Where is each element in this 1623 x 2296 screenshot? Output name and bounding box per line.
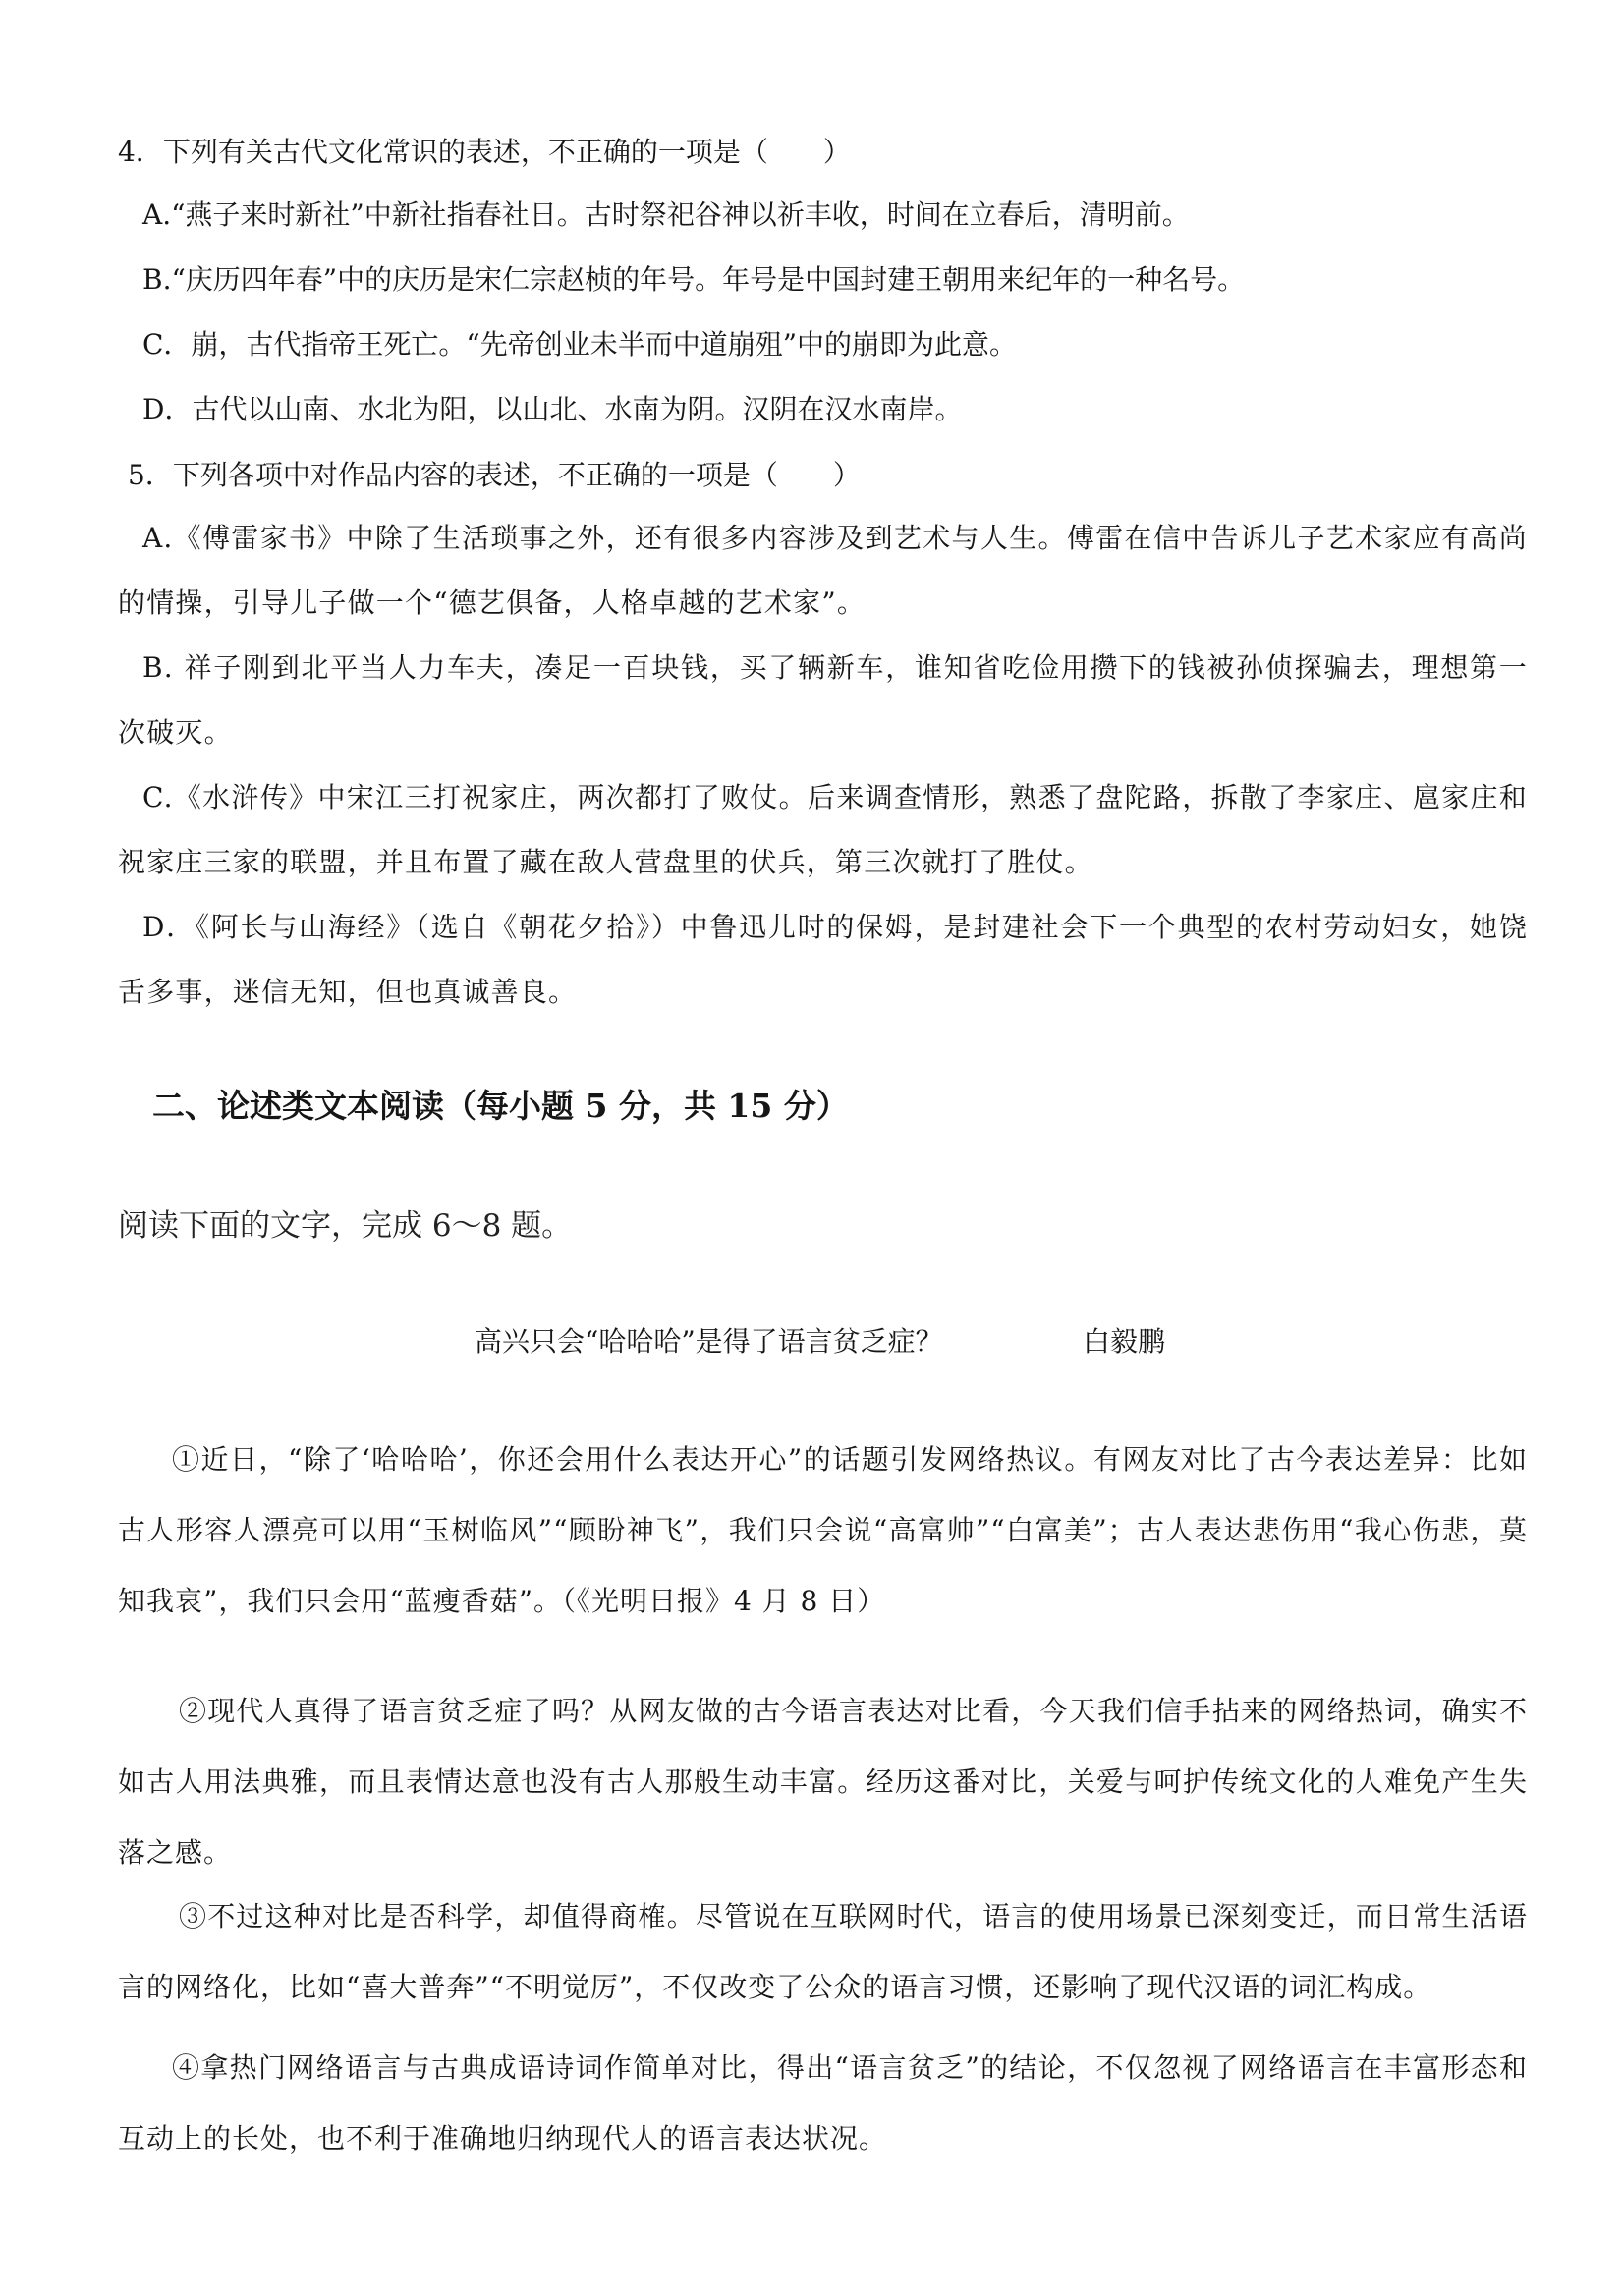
article-paragraph-3: ③不过这种对比是否科学，却值得商榷。尽管说在互联网时代，语言的使用场景已深刻变迁，而日常生活语言的网络化，比如“喜大普奔”“不明觉厉”，不仅改变了公众的语言习惯，还影响了现代汉语的词汇构成。: [118, 1900, 1528, 2003]
question-4-option-b: B.“庆历四年春”中的庆历是宋仁宗赵桢的年号。年号是中国封建王朝用来纪年的一种名号。: [142, 263, 1246, 296]
question-5-option-d: D．《阿长与山海经》（选自《朝花夕拾》）中鲁迅儿时的保姆，是封建社会下一个典型的农村劳动妇女，她饶舌多事，迷信无知，但也真诚善良。: [118, 911, 1528, 1008]
question-4-stem: 4．下列有关古代文化常识的表述，不正确的一项是（ ）: [118, 136, 851, 168]
question-5-option-b: B. 祥子刚到北平当人力车夫，凑足一百块钱，买了辆新车，谁知省吃俭用攒下的钱被孙侦探骗去，理想第一次破灭。: [118, 651, 1528, 749]
article-title: 高兴只会“哈哈哈”是得了语言贫乏症？: [475, 1325, 943, 1358]
question-5-stem: 5．下列各项中对作品内容的表述，不正确的一项是（ ）: [128, 459, 861, 491]
reading-instruction: 阅读下面的文字，完成 6～8 题。: [118, 1208, 573, 1244]
article-paragraph-2: ②现代人真得了语言贫乏症了吗？从网友做的古今语言表达对比看，今天我们信手拈来的网络热词，确实不如古人用法典雅，而且表情达意也没有古人那般生动丰富。经历这番对比，关爱与呵护传统文化的人难免产生失落之感。: [118, 1695, 1528, 1869]
question-5-option-a: A.《傅雷家书》中除了生活琐事之外，还有很多内容涉及到艺术与人生。傅雷在信中告诉儿子艺术家应有高尚的情操，引导儿子做一个“德艺俱备，人格卓越的艺术家”。: [118, 522, 1528, 619]
article-paragraph-4: ④拿热门网络语言与古典成语诗词作简单对比，得出“语言贫乏”的结论，不仅忽视了网络语言在丰富形态和互动上的长处，也不利于准确地归纳现代人的语言表达状况。: [118, 2051, 1528, 2155]
question-4-option-c: C．崩，古代指帝王死亡。“先帝创业未半而中道崩殂”中的崩即为此意。: [142, 328, 1018, 361]
section-2-title: 二、论述类文本阅读（每小题 5 分，共 15 分）: [152, 1087, 849, 1125]
question-5-option-c: C.《水浒传》中宋江三打祝家庄，两次都打了败仗。后来调查情形，熟悉了盘陀路，拆散了李家庄、扈家庄和祝家庄三家的联盟，并且布置了藏在敌人营盘里的伏兵，第三次就打了胜仗。: [118, 781, 1528, 878]
article-author: 白毅鹏: [1083, 1325, 1166, 1358]
article-paragraph-1: ①近日，“除了‘哈哈哈’，你还会用什么表达开心”的话题引发网络热议。有网友对比了古今表达差异：比如古人形容人漂亮可以用“玉树临风”“顾盼神飞”，我们只会说“高富帅”“白富美”；古人表达悲伤用“我心伤悲，莫知我哀”，我们只会用“蓝瘦香菇”。（《光明日报》4 月 8 日）: [118, 1443, 1528, 1617]
question-4-option-a: A.“燕子来时新社”中新社指春社日。古时祭祀谷神以祈丰收，时间在立春后，清明前。: [142, 198, 1190, 231]
question-4-option-d: D．古代以山南、水北为阳，以山北、水南为阴。汉阴在汉水南岸。: [142, 393, 963, 425]
